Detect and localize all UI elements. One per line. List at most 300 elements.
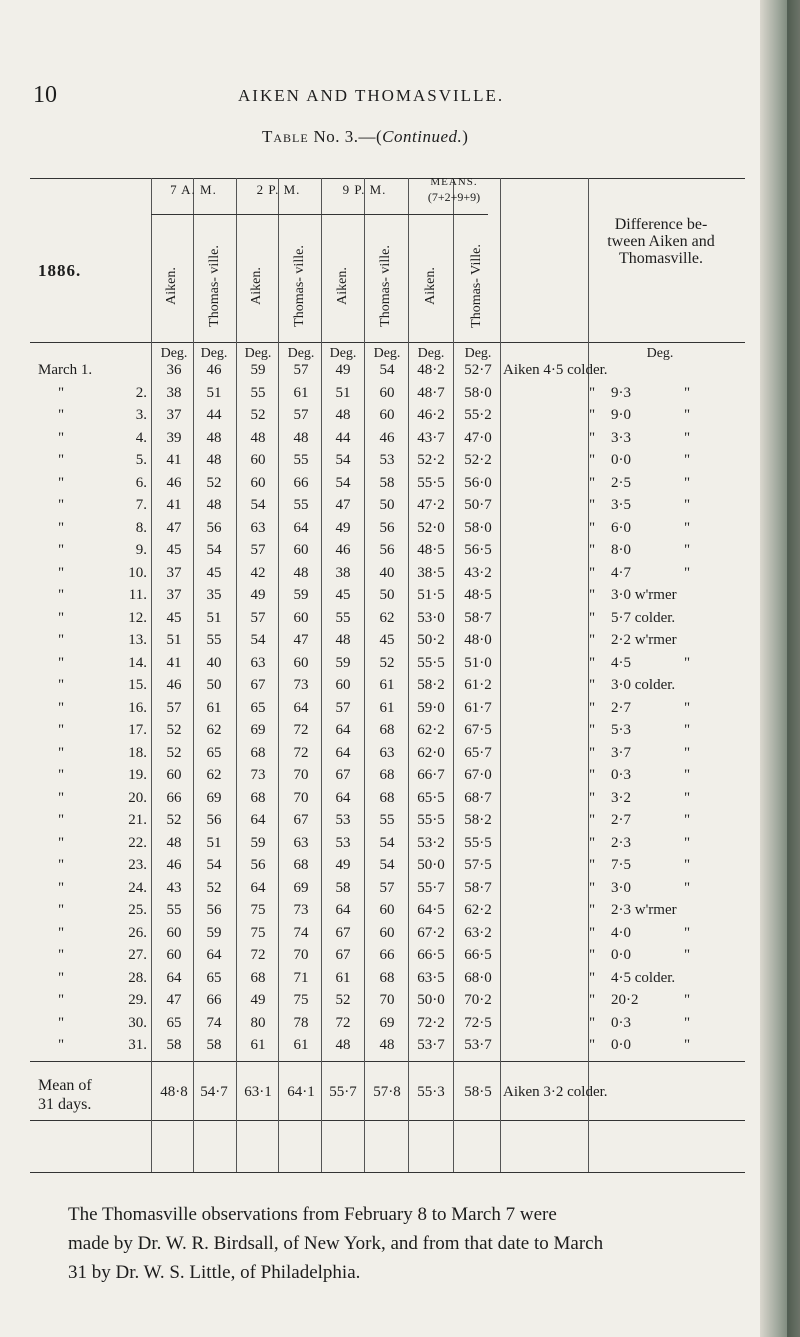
- row-a9: 64: [335, 745, 351, 761]
- row-a7: 55: [166, 902, 182, 918]
- row-t2: 67: [293, 812, 309, 828]
- row-ditto: ": [589, 632, 596, 648]
- header-aiken-2pm: Aiken.: [249, 267, 264, 305]
- row-am: 55·5: [417, 655, 445, 671]
- row-t7: 51: [206, 385, 222, 401]
- row-date: 10.: [128, 565, 147, 581]
- row-ditto: ": [684, 565, 691, 581]
- row-difference: 0·0: [611, 1037, 631, 1053]
- header-group-2pm: 2 P. M.: [256, 182, 301, 197]
- row-difference: 2·5: [611, 475, 631, 491]
- row-ditto: ": [589, 902, 596, 918]
- row-t9: 61: [379, 700, 395, 716]
- row-a9: 48: [335, 632, 351, 648]
- row-a7: 64: [166, 970, 182, 986]
- row-a2: 49: [250, 992, 266, 1008]
- row-date: 28.: [128, 970, 147, 986]
- row-ditto: ": [684, 745, 691, 761]
- row-a9: 61: [335, 970, 351, 986]
- row-ditto: ": [589, 880, 596, 896]
- row-t7: 46: [206, 362, 222, 378]
- row-t7: 51: [206, 610, 222, 626]
- row-ditto: ": [684, 722, 691, 738]
- row-am: 64·5: [417, 902, 445, 918]
- row-am: 52·2: [417, 452, 445, 468]
- row-a9: 53: [335, 835, 351, 851]
- mean-am: 55·3: [417, 1084, 445, 1100]
- row-date: 17.: [128, 722, 147, 738]
- row-a9: 38: [335, 565, 351, 581]
- row-difference: 5·3: [611, 722, 631, 738]
- row-t2: 60: [293, 610, 309, 626]
- row-ditto: ": [684, 520, 691, 536]
- row-ditto: ": [589, 610, 596, 626]
- row-ditto: ": [684, 542, 691, 558]
- row-t9: 46: [379, 430, 395, 446]
- row-a9: 51: [335, 385, 351, 401]
- row-ditto: ": [684, 857, 691, 873]
- row-difference: 3·5: [611, 497, 631, 513]
- row-am: 47·2: [417, 497, 445, 513]
- row-ditto: ": [58, 407, 65, 423]
- row-am: 52·0: [417, 520, 445, 536]
- row-a2: 55: [250, 385, 266, 401]
- row-a7: 46: [166, 475, 182, 491]
- row-t2: 48: [293, 430, 309, 446]
- header-group-7am: 7 A. M.: [170, 182, 217, 197]
- row-t7: 65: [206, 745, 222, 761]
- row-t9: 63: [379, 745, 395, 761]
- row-t9: 69: [379, 1015, 395, 1031]
- row-t7: 55: [206, 632, 222, 648]
- row-tm: 51·0: [464, 655, 492, 671]
- row-difference: 2·7: [611, 812, 631, 828]
- row-date: 21.: [128, 812, 147, 828]
- row-ditto: ": [58, 385, 65, 401]
- row-a7: 60: [166, 925, 182, 941]
- row-ditto: ": [589, 745, 596, 761]
- row-a9: 67: [335, 767, 351, 783]
- row-ditto: ": [58, 812, 65, 828]
- row-am: 43·7: [417, 430, 445, 446]
- row-tm: 65·7: [464, 745, 492, 761]
- row-ditto: ": [684, 925, 691, 941]
- row-date: 19.: [128, 767, 147, 783]
- header-thomasville-means: Thomas- Ville.: [468, 244, 484, 328]
- row-a2: 48: [250, 430, 266, 446]
- row-t2: 72: [293, 745, 309, 761]
- header-thomasville-7am: Thomas- ville.: [206, 245, 222, 327]
- row-a9: 67: [335, 947, 351, 963]
- row-t9: 56: [379, 520, 395, 536]
- row-t2: 70: [293, 947, 309, 963]
- column-divider: [408, 178, 409, 1172]
- row-a9: 55: [335, 610, 351, 626]
- row-ditto: ": [58, 925, 65, 941]
- row-tm: 63·2: [464, 925, 492, 941]
- row-a2: 59: [250, 362, 266, 378]
- row-a7: 60: [166, 767, 182, 783]
- mean-difference: Aiken 3·2 colder.: [503, 1084, 608, 1100]
- row-date: 16.: [128, 700, 147, 716]
- row-t2: 70: [293, 790, 309, 806]
- row-ditto: ": [58, 542, 65, 558]
- row-a2: 63: [250, 655, 266, 671]
- row-t2: 66: [293, 475, 309, 491]
- row-date: 12.: [128, 610, 147, 626]
- header-year: 1886.: [38, 261, 82, 280]
- row-t7: 74: [206, 1015, 222, 1031]
- row-ditto: ": [684, 790, 691, 806]
- row-t2: 61: [293, 1037, 309, 1053]
- row-date: 3.: [135, 407, 147, 423]
- row-date: 22.: [128, 835, 147, 851]
- row-t7: 52: [206, 880, 222, 896]
- column-divider: [500, 178, 501, 1172]
- row-ditto: ": [58, 880, 65, 896]
- row-t9: 68: [379, 722, 395, 738]
- body-bottom-rule: [30, 1061, 745, 1062]
- row-ditto: ": [58, 677, 65, 693]
- row-tm: 52·2: [464, 452, 492, 468]
- row-am: 62·0: [417, 745, 445, 761]
- row-a7: 38: [166, 385, 182, 401]
- row-ditto: ": [684, 430, 691, 446]
- row-ditto: ": [589, 385, 596, 401]
- row-t9: 60: [379, 902, 395, 918]
- row-difference: 3·7: [611, 745, 631, 761]
- row-ditto: ": [58, 722, 65, 738]
- row-t9: 56: [379, 542, 395, 558]
- row-t2: 60: [293, 542, 309, 558]
- row-am: 66·5: [417, 947, 445, 963]
- row-t9: 54: [379, 857, 395, 873]
- row-ditto: ": [589, 542, 596, 558]
- row-tm: 67·5: [464, 722, 492, 738]
- row-t7: 50: [206, 677, 222, 693]
- row-tm: 48·5: [464, 587, 492, 603]
- row-t2: 63: [293, 835, 309, 851]
- row-date: 7.: [135, 497, 147, 513]
- row-a7: 52: [166, 745, 182, 761]
- unit-deg: Deg.: [160, 346, 188, 361]
- row-ditto: ": [589, 407, 596, 423]
- row-ditto: ": [58, 992, 65, 1008]
- caption-table-word: Table: [262, 127, 309, 146]
- row-ditto: ": [589, 835, 596, 851]
- row-ditto: ": [684, 1015, 691, 1031]
- row-t7: 54: [206, 542, 222, 558]
- row-a2: 54: [250, 632, 266, 648]
- row-ditto: ": [58, 655, 65, 671]
- column-divider: [321, 178, 322, 1172]
- row-a7: 37: [166, 565, 182, 581]
- row-a7: 39: [166, 430, 182, 446]
- row-a2: 72: [250, 947, 266, 963]
- row-t2: 72: [293, 722, 309, 738]
- row-difference: 0·3: [611, 767, 631, 783]
- row-tm: 68·7: [464, 790, 492, 806]
- row-t7: 40: [206, 655, 222, 671]
- row-t7: 59: [206, 925, 222, 941]
- row-t2: 73: [293, 902, 309, 918]
- row-am: 58·2: [417, 677, 445, 693]
- row-t9: 52: [379, 655, 395, 671]
- row-t7: 56: [206, 520, 222, 536]
- row-date: 5.: [135, 452, 147, 468]
- row-tm: 55·2: [464, 407, 492, 423]
- unit-deg: Deg.: [287, 346, 315, 361]
- header-aiken-7am: Aiken.: [164, 267, 179, 305]
- row-ditto: ": [684, 835, 691, 851]
- row-a7: 52: [166, 722, 182, 738]
- row-date: 2.: [135, 385, 147, 401]
- row-a2: 52: [250, 407, 266, 423]
- row-t9: 50: [379, 497, 395, 513]
- row-ditto: ": [58, 790, 65, 806]
- row-difference: 9·0: [611, 407, 631, 423]
- row-t7: 62: [206, 722, 222, 738]
- caption-close: ): [462, 127, 469, 146]
- unit-deg: Deg.: [464, 346, 492, 361]
- row-t2: 57: [293, 407, 309, 423]
- row-am: 55·7: [417, 880, 445, 896]
- row-t9: 45: [379, 632, 395, 648]
- row-am: 63·5: [417, 970, 445, 986]
- row-t2: 68: [293, 857, 309, 873]
- row-a2: 65: [250, 700, 266, 716]
- column-divider: [453, 178, 454, 1172]
- row-ditto: ": [684, 880, 691, 896]
- row-a7: 45: [166, 610, 182, 626]
- row-tm: 66·5: [464, 947, 492, 963]
- row-difference: 3·0 w'rmer: [611, 587, 677, 603]
- row-t2: 74: [293, 925, 309, 941]
- table-bottom-rule: [30, 1172, 745, 1173]
- row-am: 55·5: [417, 475, 445, 491]
- row-difference: 0·3: [611, 1015, 631, 1031]
- row-tm: 58·7: [464, 880, 492, 896]
- mean-a7: 48·8: [160, 1084, 188, 1100]
- row-t2: 57: [293, 362, 309, 378]
- row-ditto: ": [58, 835, 65, 851]
- row-a2: 54: [250, 497, 266, 513]
- row-a2: 64: [250, 812, 266, 828]
- row-a9: 57: [335, 700, 351, 716]
- row-a7: 41: [166, 452, 182, 468]
- row-date: 31.: [128, 1037, 147, 1053]
- row-difference: 2·3: [611, 835, 631, 851]
- row-tm: 70·2: [464, 992, 492, 1008]
- row-a9: 53: [335, 812, 351, 828]
- row-difference: 0·0: [611, 947, 631, 963]
- row-ditto: ": [58, 565, 65, 581]
- row-date: 23.: [128, 857, 147, 873]
- row-a2: 75: [250, 902, 266, 918]
- row-a9: 48: [335, 407, 351, 423]
- row-t9: 50: [379, 587, 395, 603]
- row-tm: 53·7: [464, 1037, 492, 1053]
- row-t9: 57: [379, 880, 395, 896]
- row-a2: 57: [250, 542, 266, 558]
- row-ditto: ": [589, 1037, 596, 1053]
- row-t7: 48: [206, 430, 222, 446]
- mean-t2: 64·1: [287, 1084, 315, 1100]
- row-am: 67·2: [417, 925, 445, 941]
- row-a9: 54: [335, 475, 351, 491]
- row-tm: 58·0: [464, 520, 492, 536]
- row-a7: 43: [166, 880, 182, 896]
- row-ditto: ": [589, 925, 596, 941]
- row-difference: 2·7: [611, 700, 631, 716]
- row-ditto: ": [58, 970, 65, 986]
- row-t9: 54: [379, 362, 395, 378]
- unit-deg: Deg.: [646, 346, 674, 361]
- row-date: 25.: [128, 902, 147, 918]
- row-a7: 60: [166, 947, 182, 963]
- row-a7: 48: [166, 835, 182, 851]
- row-tm: 57·5: [464, 857, 492, 873]
- row-ditto: ": [589, 970, 596, 986]
- row-ditto: ": [684, 767, 691, 783]
- row-a9: 52: [335, 992, 351, 1008]
- column-divider: [193, 178, 194, 1172]
- row-ditto: ": [589, 812, 596, 828]
- row-t2: 75: [293, 992, 309, 1008]
- row-date: 27.: [128, 947, 147, 963]
- row-t2: 59: [293, 587, 309, 603]
- row-difference: 20·2: [611, 992, 639, 1008]
- row-ditto: ": [589, 497, 596, 513]
- row-a9: 64: [335, 902, 351, 918]
- footnote-line: 31 by Dr. W. S. Little, of Philadelphia.: [68, 1262, 361, 1283]
- unit-deg: Deg.: [200, 346, 228, 361]
- row-a9: 64: [335, 790, 351, 806]
- row-tm: 50·7: [464, 497, 492, 513]
- row-a2: 68: [250, 745, 266, 761]
- mean-t7: 54·7: [200, 1084, 228, 1100]
- row-a7: 58: [166, 1037, 182, 1053]
- row-am: 48·7: [417, 385, 445, 401]
- row-t7: 35: [206, 587, 222, 603]
- row-am: 66·7: [417, 767, 445, 783]
- row-difference: 3·2: [611, 790, 631, 806]
- row-t9: 61: [379, 677, 395, 693]
- row-ditto: ": [58, 745, 65, 761]
- row-t9: 48: [379, 1037, 395, 1053]
- row-ditto: ": [58, 1015, 65, 1031]
- row-difference: 2·2 w'rmer: [611, 632, 677, 648]
- row-a7: 47: [166, 520, 182, 536]
- row-tm: 47·0: [464, 430, 492, 446]
- row-ditto: ": [58, 475, 65, 491]
- row-a2: 61: [250, 1037, 266, 1053]
- mean-bottom-rule: [30, 1120, 745, 1121]
- mean-a9: 55·7: [329, 1084, 357, 1100]
- footnote-line: made by Dr. W. R. Birdsall, of New York, and from that date to March: [68, 1233, 604, 1254]
- row-a2: 68: [250, 970, 266, 986]
- row-t9: 68: [379, 767, 395, 783]
- row-a9: 45: [335, 587, 351, 603]
- row-a2: 63: [250, 520, 266, 536]
- row-t2: 64: [293, 520, 309, 536]
- row-ditto: ": [589, 947, 596, 963]
- row-t7: 69: [206, 790, 222, 806]
- row-a9: 60: [335, 677, 351, 693]
- row-tm: 48·0: [464, 632, 492, 648]
- row-am: 48·2: [417, 362, 445, 378]
- row-a2: 73: [250, 767, 266, 783]
- row-t7: 54: [206, 857, 222, 873]
- row-tm: 62·2: [464, 902, 492, 918]
- row-a9: 64: [335, 722, 351, 738]
- header-difference-line: Thomasville.: [619, 250, 703, 267]
- row-tm: 58·2: [464, 812, 492, 828]
- unit-deg: Deg.: [373, 346, 401, 361]
- row-ditto: ": [684, 385, 691, 401]
- column-divider: [151, 178, 152, 1172]
- row-ditto: ": [58, 430, 65, 446]
- row-t9: 60: [379, 407, 395, 423]
- row-a2: 49: [250, 587, 266, 603]
- row-ditto: ": [58, 497, 65, 513]
- row-t2: 47: [293, 632, 309, 648]
- row-a9: 72: [335, 1015, 351, 1031]
- row-a7: 41: [166, 497, 182, 513]
- row-t7: 64: [206, 947, 222, 963]
- row-a7: 37: [166, 407, 182, 423]
- row-date: 6.: [135, 475, 147, 491]
- row-t9: 66: [379, 947, 395, 963]
- header-aiken-means: Aiken.: [422, 267, 438, 305]
- row-t2: 64: [293, 700, 309, 716]
- row-difference: 7·5: [611, 857, 631, 873]
- row-difference: 3·0: [611, 880, 631, 896]
- row-t7: 62: [206, 767, 222, 783]
- row-tm: 58·7: [464, 610, 492, 626]
- header-difference-line: Difference be-: [614, 216, 708, 233]
- row-a2: 69: [250, 722, 266, 738]
- row-ditto: ": [684, 947, 691, 963]
- row-t9: 58: [379, 475, 395, 491]
- row-difference: 3·0 colder.: [611, 677, 676, 693]
- row-a9: 47: [335, 497, 351, 513]
- row-am: 62·2: [417, 722, 445, 738]
- row-t2: 70: [293, 767, 309, 783]
- column-divider: [236, 178, 237, 1172]
- binding-edge: [787, 0, 800, 1337]
- row-ditto: ": [684, 497, 691, 513]
- row-tm: 58·0: [464, 385, 492, 401]
- row-difference: 3·3: [611, 430, 631, 446]
- row-a7: 37: [166, 587, 182, 603]
- row-ditto: ": [58, 632, 65, 648]
- row-t2: 55: [293, 452, 309, 468]
- row-ditto: ": [684, 700, 691, 716]
- row-tm: 56·5: [464, 542, 492, 558]
- row-ditto: ": [589, 587, 596, 603]
- mean-label: 31 days.: [38, 1096, 92, 1113]
- row-ditto: ": [589, 722, 596, 738]
- row-difference: Aiken 4·5 colder.: [503, 362, 608, 378]
- row-ditto: ": [58, 700, 65, 716]
- row-difference: 4·0: [611, 925, 631, 941]
- row-a2: 60: [250, 475, 266, 491]
- row-ditto: ": [58, 610, 65, 626]
- caption-continued: Continued.: [382, 127, 463, 146]
- row-a9: 54: [335, 452, 351, 468]
- row-t7: 61: [206, 700, 222, 716]
